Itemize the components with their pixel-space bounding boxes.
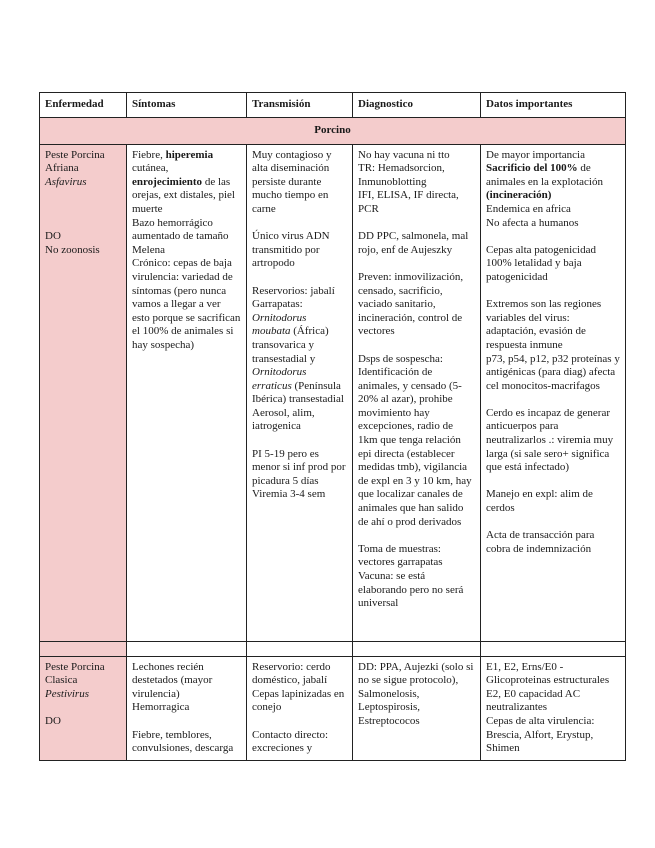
disease-do: DO xyxy=(45,714,61,727)
disease-virus: Asfavirus xyxy=(45,175,87,188)
symptom-text: Fiebre, temblores, convulsiones, descarga xyxy=(132,728,234,755)
diagnosis-text: DD: PPA, Aujezki (solo si no se sigue protocolo), Salmonelosis, Leptospirosis, Estreptococos xyxy=(358,660,474,727)
transmission-cell xyxy=(247,656,353,760)
table-row xyxy=(40,144,626,641)
diagnosis-text: TR: Hemadsorcion, Inmunoblotting xyxy=(358,162,445,188)
transmission-text: Único virus ADN transmitido por artropodo xyxy=(252,230,330,270)
header-transmision: Transmisión xyxy=(247,93,353,118)
transmission-text: Garrapatas: xyxy=(252,298,303,311)
symptom-text: Lechones recién destetados (mayor virulencia) xyxy=(132,660,213,700)
data-text: De mayor importancia xyxy=(486,148,585,161)
diagnosis-text: Dsps de sospescha: Identificación de animales, y censado (5-20% al azar), prohibe movimiento hay excepciones, radio de 1km que tenga relación epi directa (establecer medidas tmb), vigilancia de expl en 3 y 10 km, hay que localizar canales de animales que han salido de ahí o prod derivados xyxy=(358,352,472,528)
disease-do: DO xyxy=(45,230,61,243)
table-row xyxy=(40,656,626,760)
data-cell xyxy=(481,144,626,641)
diagnosis-text: Toma de muestras: vectores garrapatas xyxy=(358,542,443,569)
section-row xyxy=(40,118,626,145)
data-text: Sacrificio del 100% de animales en la explotación xyxy=(486,162,603,188)
transmission-text: Contacto directo: excreciones y xyxy=(252,728,329,755)
disease-cell xyxy=(40,144,127,641)
data-text: E1, E2, Erns/E0 - Glicoproteinas estructurales xyxy=(486,660,610,687)
disease-name: Peste Porcina Clasica xyxy=(45,660,105,687)
data-text: Manejo en expl: alim de cerdos xyxy=(486,488,593,515)
symptom-redness: enrojecimiento de las orejas, ext distales, piel muerte xyxy=(132,175,235,215)
header-diagnostico: Diagnostico xyxy=(353,93,481,118)
data-text: Endemica en africa xyxy=(486,202,571,215)
symptom-text: Hemorragica xyxy=(132,701,190,714)
disease-zoonosis: No zoonosis xyxy=(45,243,100,256)
disease-table xyxy=(39,92,626,761)
header-row xyxy=(40,93,626,118)
header-enfermedad: Enfermedad xyxy=(40,93,127,118)
diagnosis-text: IFI, ELISA, IF directa, PCR xyxy=(358,189,459,215)
transmission-cell xyxy=(247,144,353,641)
transmission-text: Ornitodorus erraticus (Península Ibérica) transestadial xyxy=(252,366,344,406)
data-text: No afecta a humanos xyxy=(486,216,579,229)
disease-name: Peste Porcina Afriana xyxy=(45,148,105,175)
transmission-text: Cepas lapinizadas en conejo xyxy=(252,687,345,714)
transmission-text: Viremia 3-4 sem xyxy=(252,488,326,501)
symptoms-cell xyxy=(127,144,247,641)
symptom-fever: Fiebre, hiperemia cutánea, xyxy=(132,148,214,175)
section-title: Porcino xyxy=(40,118,626,145)
data-text: Cerdo es incapaz de generar anticuerpos para neutralizarlos .: viremia muy larga (si sale sero+ significa que está infectado) xyxy=(486,406,614,474)
data-text: Cepas de alta virulencia: Brescia, Alfort, Erystup, Shimen xyxy=(486,714,595,755)
data-text: Cepas alta patogenicidad 100% letalidad y baja patogenicidad xyxy=(486,243,596,283)
diagnosis-text: No hay vacuna ni tto xyxy=(358,148,450,161)
diagnosis-cell xyxy=(353,656,481,760)
symptom-spleen: Bazo hemorrágico aumentado de tamaño xyxy=(132,216,229,243)
header-datos: Datos importantes xyxy=(481,93,626,118)
transmission-text: Aerosol, alim, iatrogenica xyxy=(252,406,315,433)
transmission-text: Reservorios: jabalí xyxy=(252,284,335,297)
diagnosis-text: Preven: inmovilización, censado, sacrificio, vaciado sanitario, incineración, control de vectores xyxy=(358,270,464,338)
data-text: E2, E0 capacidad AC neutralizantes xyxy=(486,687,581,714)
diagnosis-text: DD PPC, salmonela, mal rojo, enf de Aujeszky xyxy=(358,230,469,256)
spacer-row xyxy=(40,641,626,656)
disease-cell xyxy=(40,656,127,760)
diagnosis-cell xyxy=(353,144,481,641)
symptom-chronic: Crónico: cepas de baja virulencia: variedad de síntomas (pero nunca vamos a llegar a ver esto porque se sacrifican el 100% de animales si hay sospecha) xyxy=(132,257,241,351)
symptoms-cell xyxy=(127,656,247,760)
data-text: (incineración) xyxy=(486,189,552,202)
data-text: Acta de transacción para cobra de indemnización xyxy=(486,529,595,555)
transmission-text: Muy contagioso y alta diseminación persiste durante mucho tiempo en carne xyxy=(252,148,332,215)
transmission-text: PI 5-19 pero es menor si inf prod por picadura 5 días xyxy=(252,447,346,487)
symptom-melena: Melena xyxy=(132,243,165,256)
transmission-text: Ornitodorus moubata (África) transovarica y transestadial y xyxy=(252,311,329,365)
diagnosis-text: Vacuna: se está elaborando pero no será universal xyxy=(358,570,464,610)
data-text: Extremos son las regiones variables del virus: adaptación, evasión de respuesta inmune xyxy=(486,298,602,351)
data-text: p73, p54, p12, p32 proteínas y antigénicas (para diag) afecta cel monocitos-macrifagos xyxy=(486,352,620,392)
disease-virus: Pestivirus xyxy=(45,687,89,700)
data-cell xyxy=(481,656,626,760)
transmission-text: Reservorio: cerdo doméstico, jabalí xyxy=(252,660,331,687)
header-sintomas: Síntomas xyxy=(127,93,247,118)
